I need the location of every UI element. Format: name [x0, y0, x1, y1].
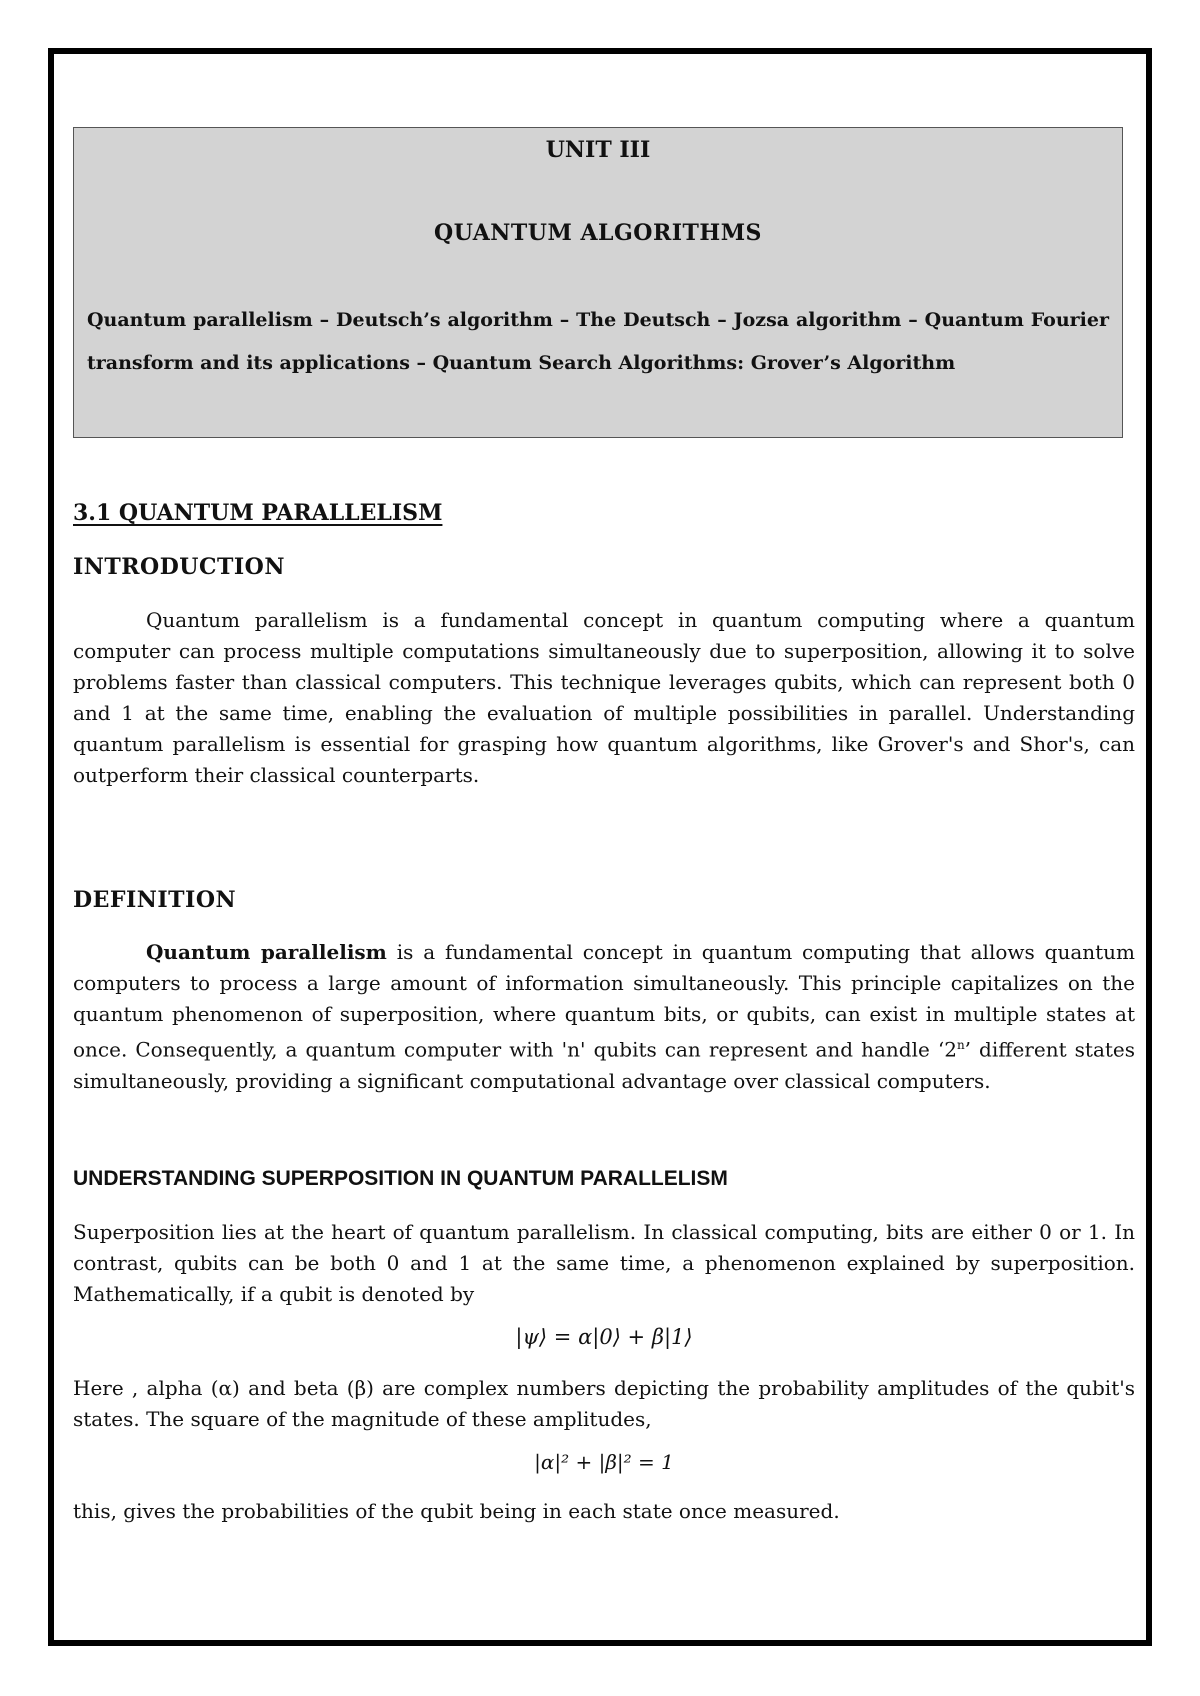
- unit-header-box: [73, 127, 1123, 438]
- superposition-heading: UNDERSTANDING SUPERPOSITION IN QUANTUM PARALLELISM: [73, 1167, 728, 1190]
- definition-text-1: is a fundamental concept in quantum computing that allows quantum computers to process a large amount of information simultaneously. This principle capitalizes on the quantum phenomenon of superposition, where quantum bits, or qubits, can exist in multiple states at once. Consequently, a quantum computer with 'n' qubits can represent and handle ‘2: [73, 940, 1136, 1062]
- definition-text-2: ’ different states simultaneously, providing a significant computational advantage over classical computers.: [73, 1037, 1136, 1093]
- definition-heading: DEFINITION: [73, 887, 237, 913]
- unit-topics: Quantum parallelism – Deutsch’s algorithm – The Deutsch – Jozsa algorithm – Quantum Fourier transform and its applications – Quantum Search Algorithms: Grover’s Algorithm: [87, 309, 1109, 374]
- definition-superscript: n: [956, 1038, 965, 1052]
- qubit-state-equation: |ψ⟩ = α|0⟩ + β|1⟩: [515, 1325, 693, 1349]
- section-title: 3.1 QUANTUM PARALLELISM: [73, 500, 443, 526]
- introduction-paragraph: Quantum parallelism is a fundamental concept in quantum computing where a quantum computer can process multiple computations simultaneously due to superposition, allowing it to solve problems faster than classical computers. This technique leverages qubits, which can represent both 0 and 1 at the same time, enabling the evaluation of multiple possibilities in parallel. Understanding quantum parallelism is essential for grasping how quantum algorithms, like Grover's and Shor's, can outperform their classical counterparts.: [73, 608, 1135, 787]
- definition-paragraph: [73, 937, 1135, 1097]
- amplitudes-paragraph: Here , alpha (α) and beta (β) are complex numbers depicting the probability amplitudes of the qubit's states. The square of the magnitude of these amplitudes,: [73, 1376, 1135, 1431]
- definition-term: Quantum parallelism: [146, 940, 387, 964]
- superposition-paragraph: Superposition lies at the heart of quantum parallelism. In classical computing, bits are either 0 or 1. In contrast, qubits can be both 0 and 1 at the same time, a phenomenon explained by superposition. Mathematically, if a qubit is denoted by: [73, 1220, 1135, 1306]
- unit-title: QUANTUM ALGORITHMS: [434, 220, 762, 246]
- measurement-paragraph: this, gives the probabilities of the qubit being in each state once measured.: [73, 1499, 840, 1523]
- normalization-equation: |α|² + |β|² = 1: [534, 1450, 674, 1474]
- introduction-heading: INTRODUCTION: [73, 554, 285, 580]
- unit-number: UNIT III: [545, 137, 651, 163]
